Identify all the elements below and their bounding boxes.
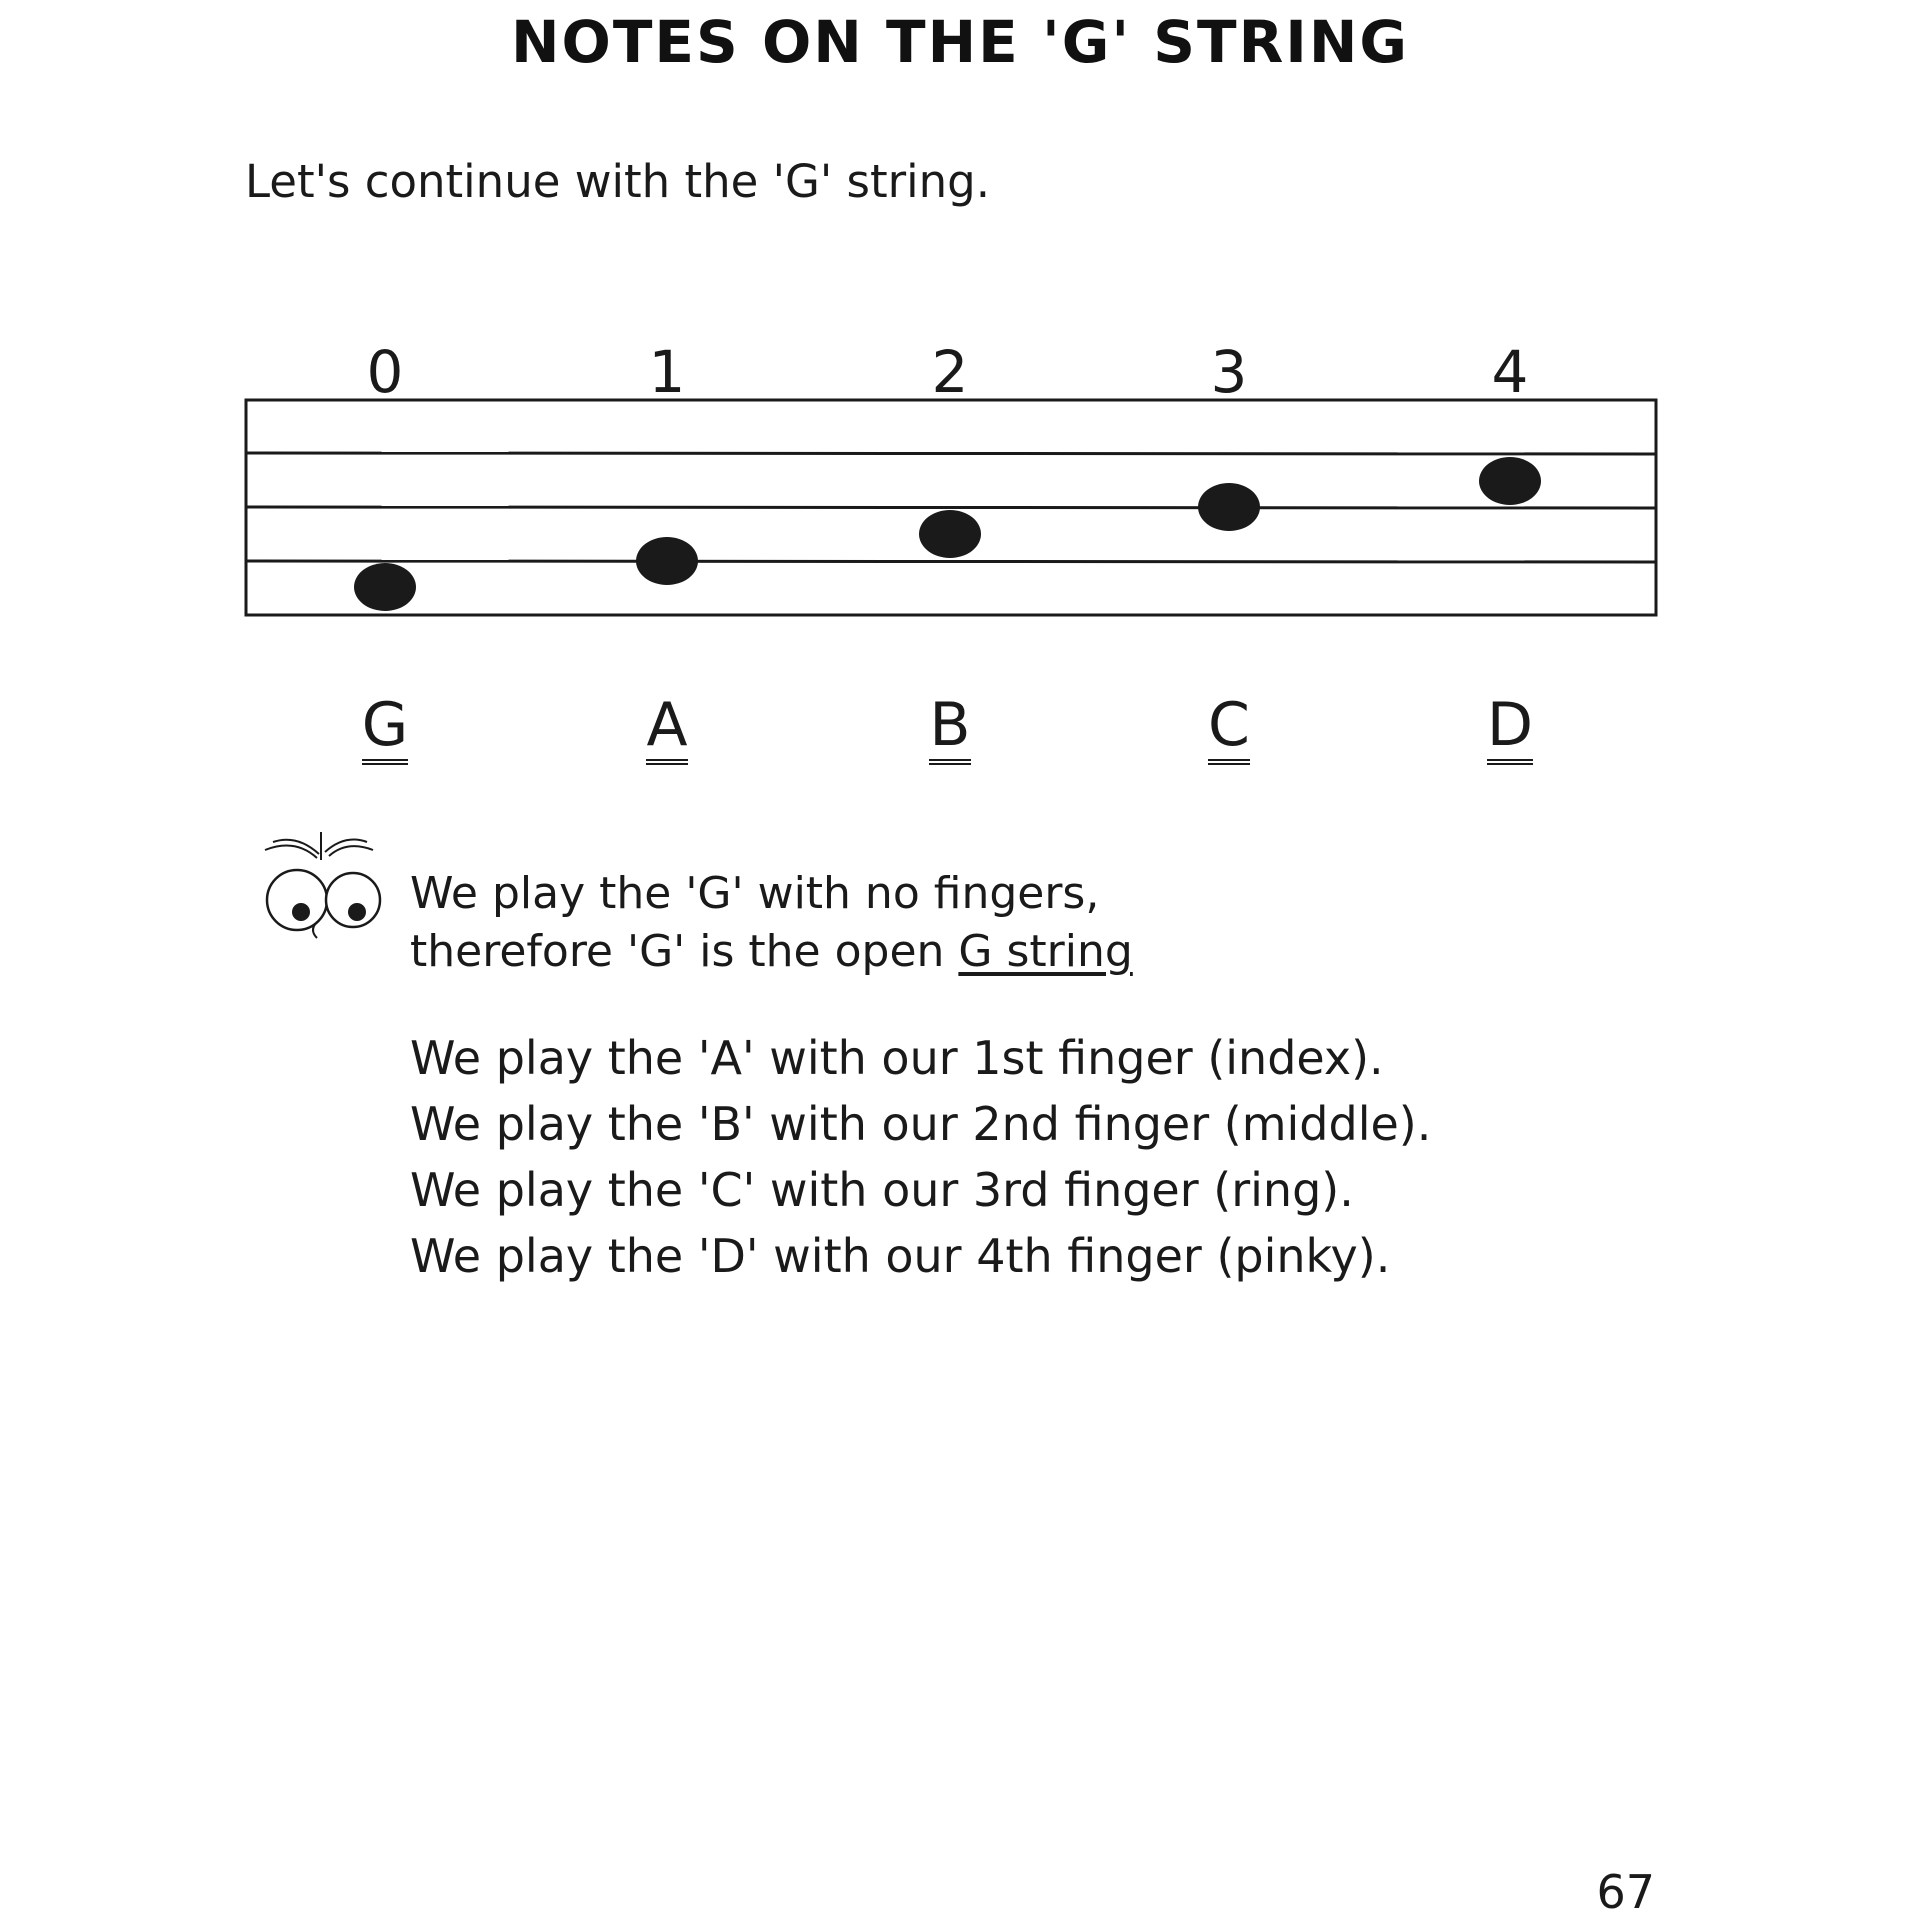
finger-number-0: 0 — [366, 338, 404, 406]
finger-number-1: 1 — [648, 338, 686, 406]
page-title: NOTES ON THE 'G' STRING — [511, 8, 1409, 76]
list-item: We play the 'C' with our 3rd finger (ring). — [410, 1163, 1354, 1217]
note-name-label: B — [929, 695, 970, 765]
note-name-d — [1460, 690, 1560, 765]
cartoon-eyes-icon — [255, 830, 390, 945]
page-number: 67 — [1596, 1865, 1655, 1919]
intro-text: Let's continue with the 'G' string. — [245, 155, 991, 208]
note-name-a — [617, 690, 717, 765]
note-name-c — [1179, 690, 1279, 765]
note-name-g — [335, 690, 435, 765]
staff-line — [246, 453, 1656, 454]
note-head-g — [354, 563, 416, 611]
finger-number-4: 4 — [1491, 338, 1529, 406]
list-item: We play the 'D' with our 4th finger (pinky). — [410, 1229, 1391, 1283]
tip-line-1: We play the 'G' with no fingers, — [410, 868, 1100, 919]
tip-line-2-prefix: therefore 'G' is the open — [410, 926, 959, 977]
note-name-label: G — [362, 695, 409, 765]
tip-line-2 — [410, 923, 1133, 981]
finger-rules-list — [410, 1025, 1431, 1289]
note-name-label: D — [1487, 695, 1533, 765]
staff-line — [246, 507, 1656, 508]
note-name-label: A — [646, 695, 687, 765]
list-item: We play the 'B' with our 2nd finger (middle). — [410, 1097, 1432, 1151]
note-head-d — [1479, 457, 1541, 505]
list-item: We play the 'A' with our 1st finger (index). — [410, 1031, 1384, 1085]
note-name-b — [900, 690, 1000, 765]
tip-line-2-underlined: G string — [958, 926, 1133, 977]
note-head-b — [919, 510, 981, 558]
note-head-a — [636, 537, 698, 585]
finger-number-3: 3 — [1210, 338, 1248, 406]
staff-line — [246, 561, 1656, 562]
tip-text — [410, 865, 1133, 981]
finger-number-2: 2 — [931, 338, 969, 406]
note-name-label: C — [1208, 695, 1250, 765]
note-head-c — [1198, 483, 1260, 531]
